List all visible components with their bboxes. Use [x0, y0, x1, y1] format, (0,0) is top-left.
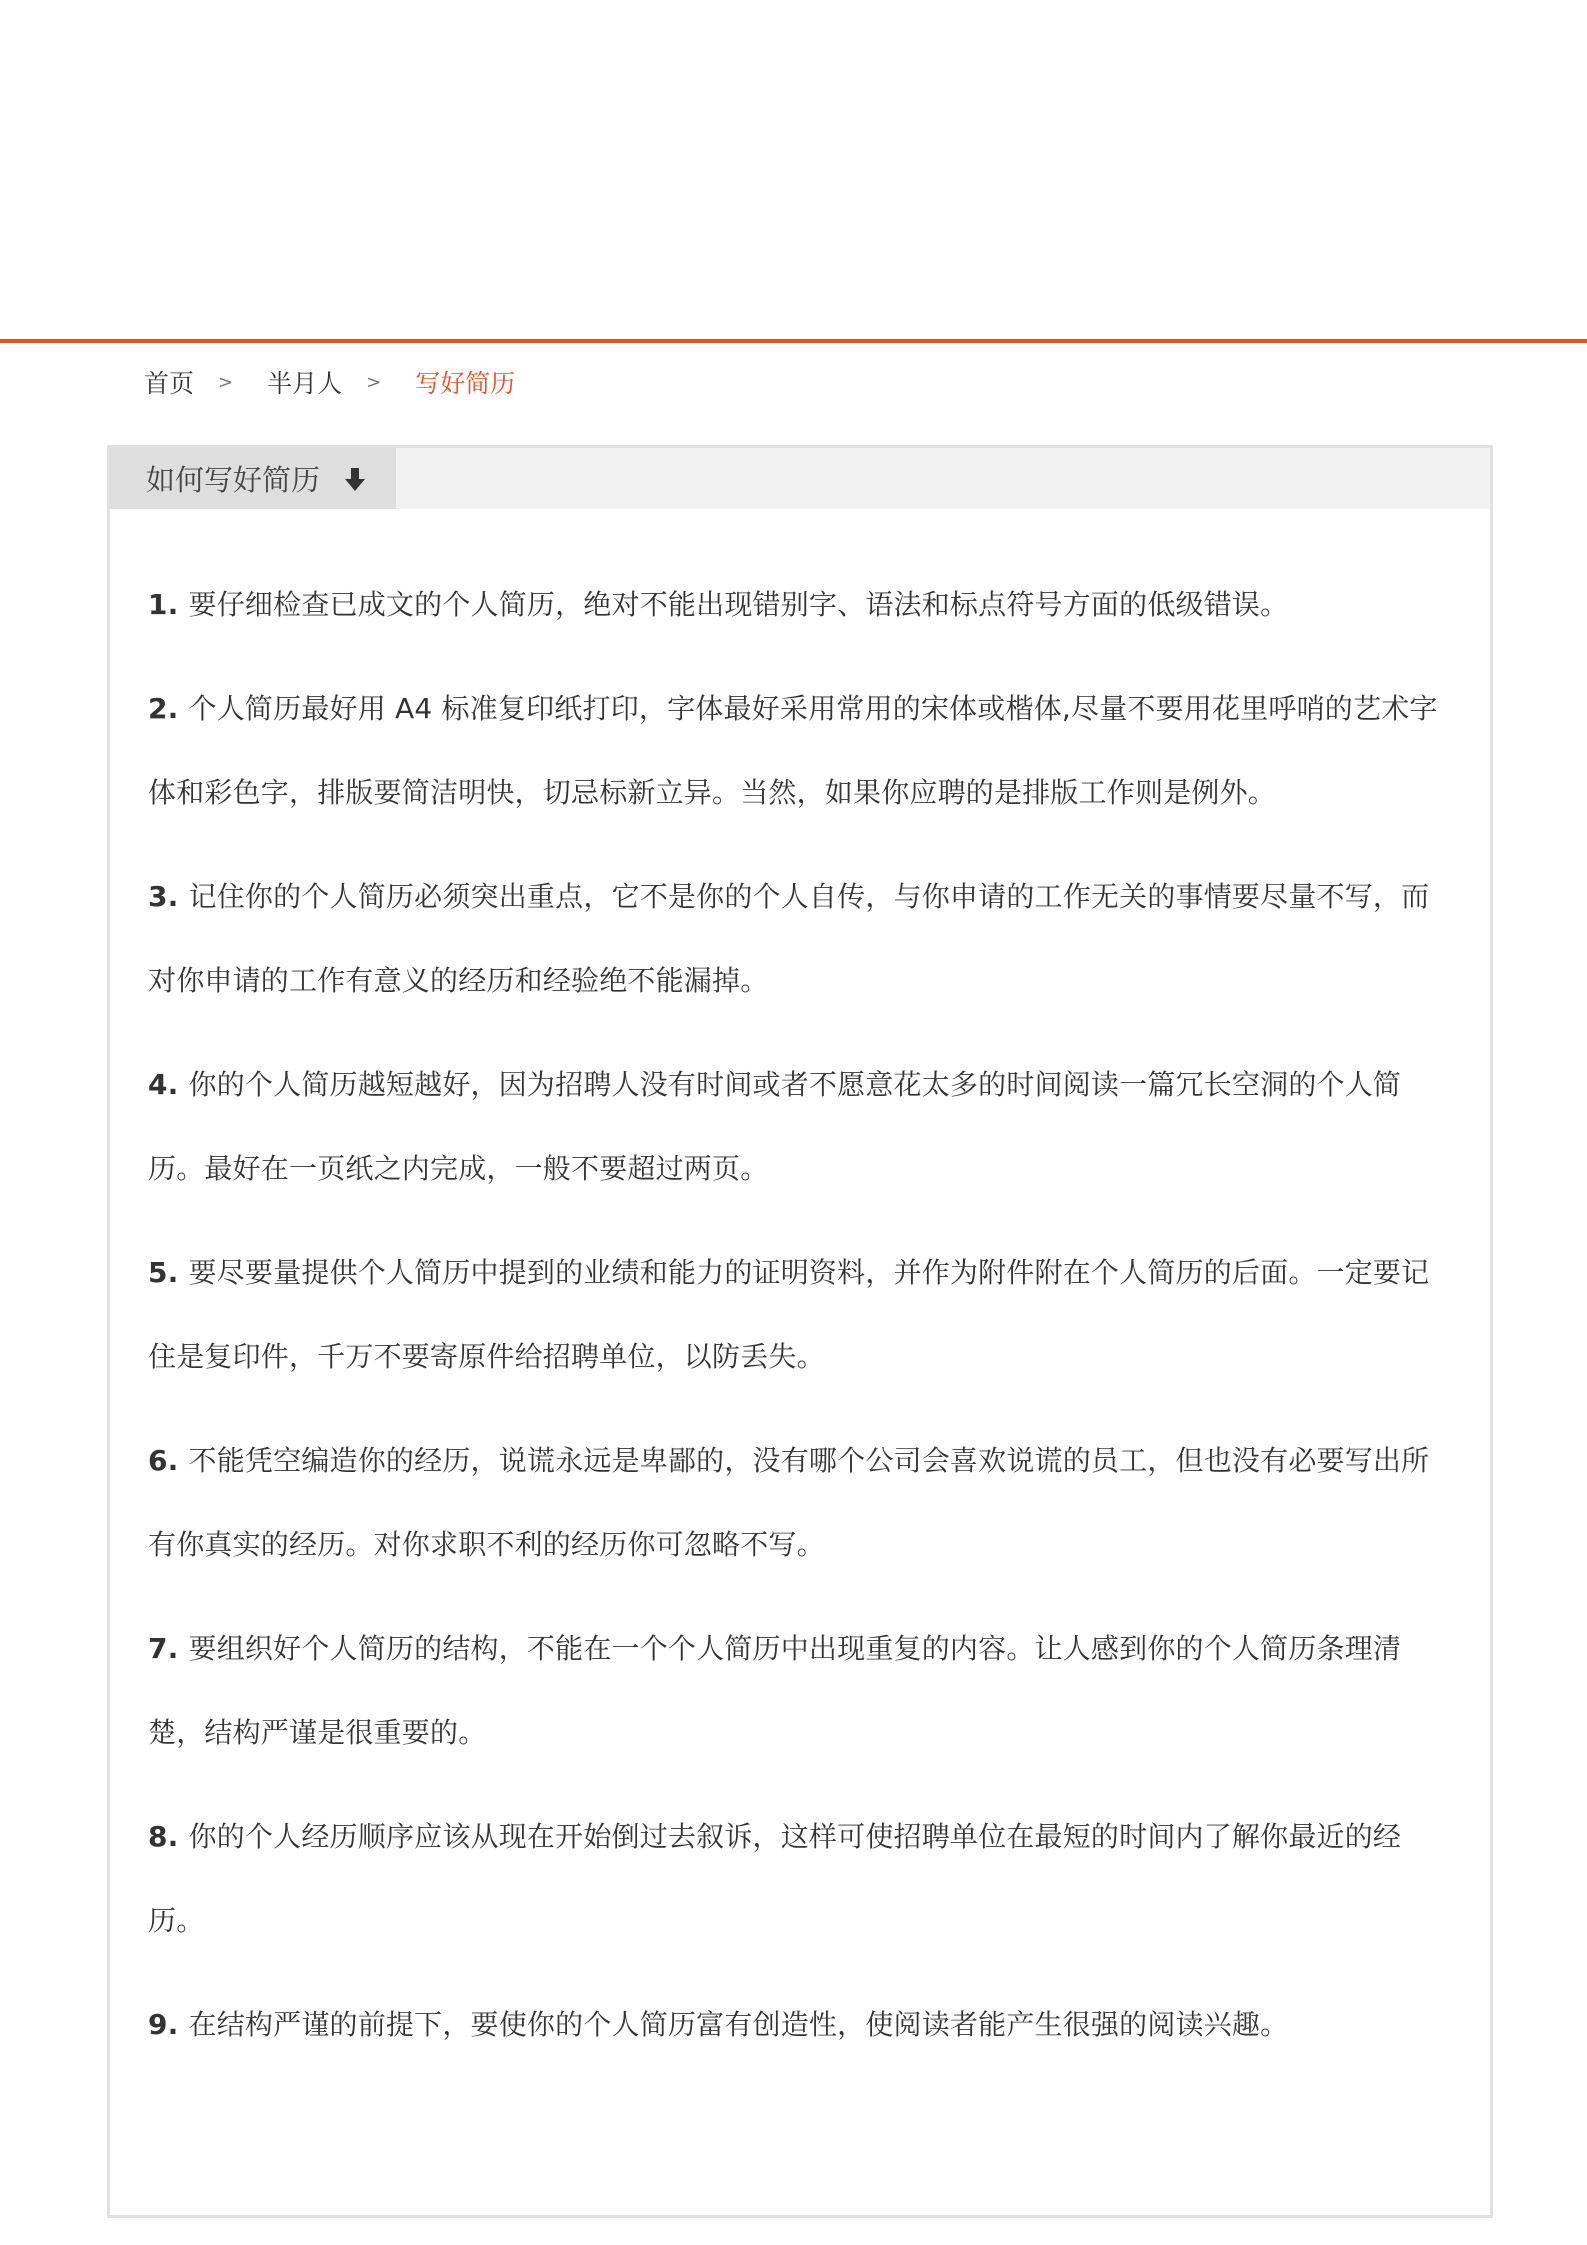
list-item-text: 你的个人简历越短越好，因为招聘人没有时间或者不愿意花太多的时间阅读一篇冗长空洞的个人简历。最好在一页纸之内完成，一般不要超过两页。: [148, 1068, 1402, 1185]
list-item: [148, 667, 1454, 835]
breadcrumb-separator: >: [366, 371, 382, 393]
list-item-text: 在结构严谨的前提下，要使你的个人简历富有创造性，使阅读者能产生很强的阅读兴趣。: [188, 2008, 1289, 2041]
list-item-number: 4.: [148, 1068, 179, 1101]
breadcrumb: [144, 362, 515, 402]
list-item-text: 要仔细检查已成文的个人简历，绝对不能出现错别字、语法和标点符号方面的低级错误。: [188, 588, 1289, 621]
list-item-number: 6.: [148, 1444, 179, 1477]
breadcrumb-parent-link[interactable]: 半月人: [267, 369, 343, 398]
card-header: [110, 448, 1490, 509]
list-item: [148, 1231, 1454, 1399]
list-item-text: 要组织好个人简历的结构，不能在一个个人简历中出现重复的内容。让人感到你的个人简历条理清楚，结构严谨是很重要的。: [148, 1632, 1402, 1749]
list-item: [148, 1795, 1454, 1963]
list-item: [148, 563, 1454, 647]
header-divider: [0, 339, 1587, 343]
list-item: [148, 1043, 1454, 1211]
list-item-text: 个人简历最好用 A4 标准复印纸打印，字体最好采用常用的宋体或楷体,尽量不要用花里呼哨的艺术字体和彩色字，排版要简洁明快，切忌标新立异。当然，如果你应聘的是排版工作则是例外。: [148, 692, 1438, 809]
arrow-down-icon: [344, 466, 366, 492]
list-item-number: 1.: [148, 588, 179, 621]
section-tab-label: 如何写好简历: [146, 463, 321, 497]
list-item: [148, 855, 1454, 1023]
breadcrumb-current: 写好简历: [415, 369, 516, 398]
tips-list: [148, 563, 1454, 2087]
section-tab[interactable]: [110, 448, 396, 509]
list-item-number: 7.: [148, 1632, 179, 1665]
list-item: [148, 1607, 1454, 1775]
list-item: [148, 1419, 1454, 1587]
list-item-text: 不能凭空编造你的经历，说谎永远是卑鄙的，没有哪个公司会喜欢说谎的员工，但也没有必要写出所有你真实的经历。对你求职不利的经历你可忽略不写。: [148, 1444, 1430, 1561]
list-item-number: 3.: [148, 880, 179, 913]
list-item-text: 你的个人经历顺序应该从现在开始倒过去叙诉，这样可使招聘单位在最短的时间内了解你最近的经历。: [148, 1820, 1402, 1937]
breadcrumb-home-link[interactable]: 首页: [144, 369, 195, 398]
article-card: [107, 445, 1493, 2218]
list-item: [148, 1983, 1454, 2067]
breadcrumb-separator: >: [218, 371, 234, 393]
list-item-number: 8.: [148, 1820, 179, 1853]
list-item-text: 记住你的个人简历必须突出重点，它不是你的个人自传，与你申请的工作无关的事情要尽量不写，而对你申请的工作有意义的经历和经验绝不能漏掉。: [148, 880, 1430, 997]
list-item-number: 5.: [148, 1256, 179, 1289]
list-item-text: 要尽要量提供个人简历中提到的业绩和能力的证明资料，并作为附件附在个人简历的后面。一定要记住是复印件，千万不要寄原件给招聘单位，以防丢失。: [148, 1256, 1430, 1373]
list-item-number: 9.: [148, 2008, 179, 2041]
list-item-number: 2.: [148, 692, 179, 725]
